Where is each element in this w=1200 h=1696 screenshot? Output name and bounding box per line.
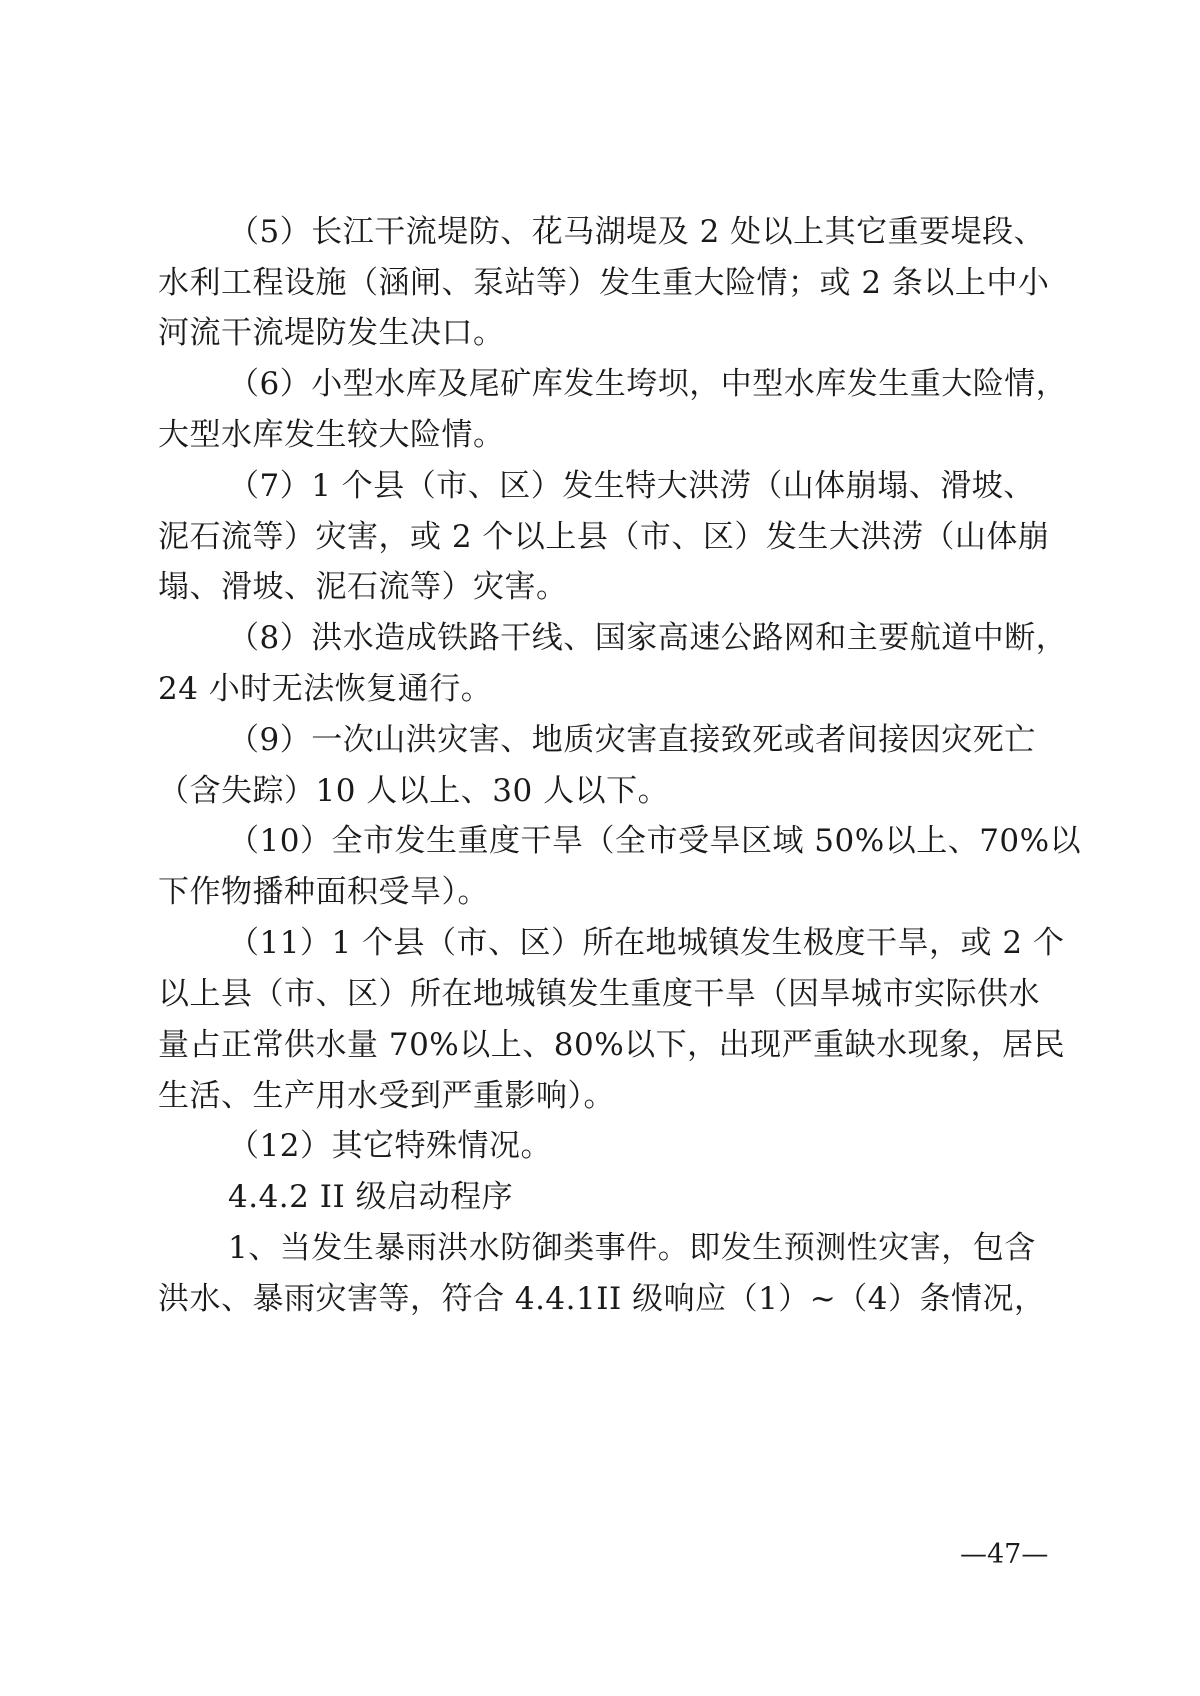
paragraph-12: （12）其它特殊情况。 [228,1128,552,1164]
paragraph-9-line-2: （含失踪）10 人以上、30 人以下。 [158,773,670,809]
paragraph-5-line-3: 河流干流堤防发生决口。 [158,315,505,351]
paragraph-11-line-2: 以上县（市、区）所在地城镇发生重度干旱（因旱城市实际供水 [158,976,1040,1012]
paragraph-7-line-1: （7）1 个县（市、区）发生特大洪涝（山体崩塌、滑坡、 [228,468,1035,504]
step-1-line-1: 1、当发生暴雨洪水防御类事件。即发生预测性灾害，包含 [228,1230,1036,1266]
paragraph-8-line-1: （8）洪水造成铁路干线、国家高速公路网和主要航道中断， [228,620,1068,656]
paragraph-7-line-3: 塌、滑坡、泥石流等）灾害。 [158,569,568,605]
paragraph-6-line-1: （6）小型水库及尾矿库发生垮坝，中型水库发生重大险情， [228,366,1068,402]
section-heading-4-4-2: 4.4.2 II 级启动程序 [228,1179,514,1215]
paragraph-5-line-2: 水利工程设施（涵闸、泵站等）发生重大险情；或 2 条以上中小 [158,265,1050,301]
paragraph-11-line-1: （11）1 个县（市、区）所在地城镇发生极度干旱，或 2 个 [228,925,1065,961]
paragraph-11-line-4: 生活、生产用水受到严重影响）。 [158,1078,615,1114]
paragraph-10-line-1: （10）全市发生重度干旱（全市受旱区域 50%以上、70%以 [228,823,1082,859]
paragraph-9-line-1: （9）一次山洪灾害、地质灾害直接致死或者间接因灾死亡 [228,722,1036,758]
paragraph-11-line-3: 量占正常供水量 70%以上、80%以下，出现严重缺水现象，居民 [158,1027,1066,1063]
paragraph-5-line-1: （5）长江干流堤防、花马湖堤及 2 处以上其它重要堤段、 [228,214,1046,250]
paragraph-10-line-2: 下作物播种面积受旱）。 [158,874,489,910]
page-number: —47— [960,1539,1049,1570]
paragraph-6-line-2: 大型水库发生较大险情。 [158,417,505,453]
paragraph-8-line-2: 24 小时无法恢复通行。 [158,671,493,707]
paragraph-7-line-2: 泥石流等）灾害，或 2 个以上县（市、区）发生大洪涝（山体崩 [158,519,1050,555]
step-1-line-2: 洪水、暴雨灾害等，符合 4.4.1II 级响应（1）~（4）条情况， [158,1281,1046,1317]
